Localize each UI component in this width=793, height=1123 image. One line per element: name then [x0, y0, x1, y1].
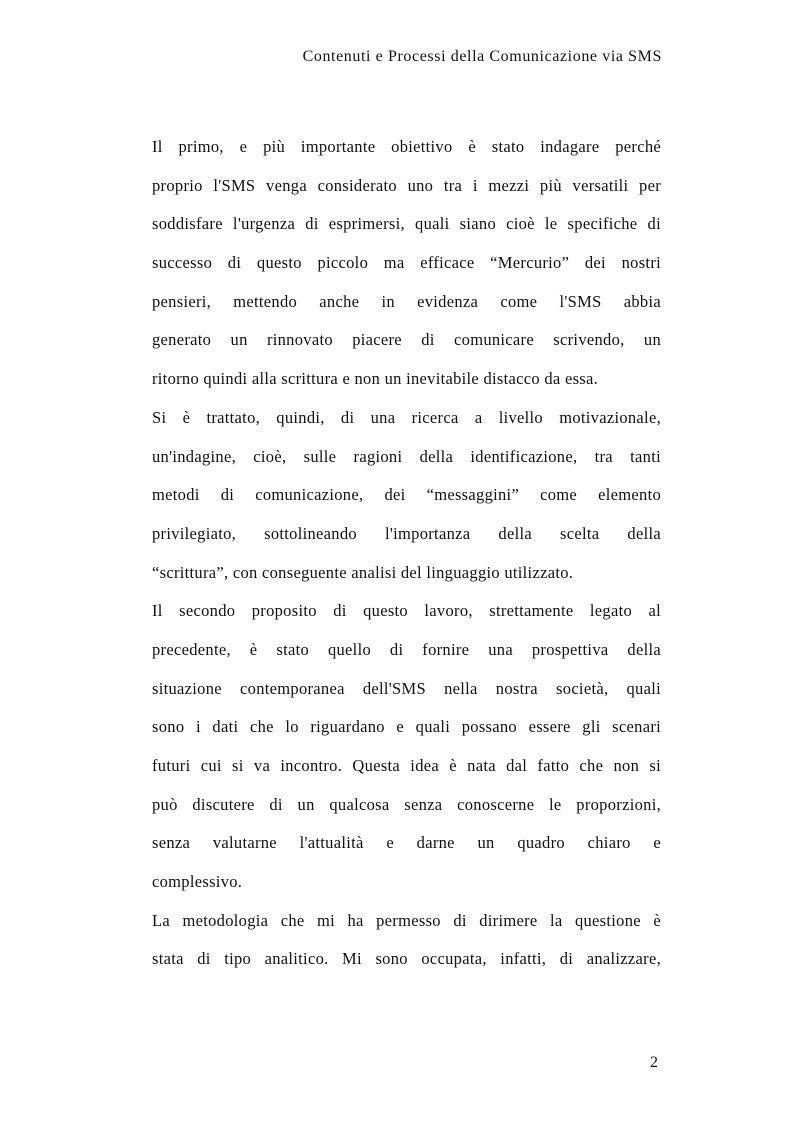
text-line: metodi di comunicazione, dei “messaggini” come elemento [152, 485, 661, 505]
text-line: può discutere di un qualcosa senza conoscerne le proporzioni, [152, 794, 661, 814]
text-line: ritorno quindi alla scrittura e non un inevitabile distacco da essa. [152, 369, 599, 389]
text-line: complessivo. [152, 872, 243, 892]
text-line: stata di tipo analitico. Mi sono occupata, infatti, di analizzare, [152, 949, 661, 969]
text-line: un'indagine, cioè, sulle ragioni della identificazione, tra tanti [152, 446, 661, 466]
page-number: 2 [650, 1054, 658, 1071]
text-line: privilegiato, sottolineando l'importanza della scelta della [152, 523, 661, 543]
text-line: generato un rinnovato piacere di comunicare scrivendo, un [152, 330, 661, 350]
running-header: Contenuti e Processi della Comunicazione via SMS [302, 48, 662, 65]
text-line: Si è trattato, quindi, di una ricerca a livello motivazionale, [152, 407, 661, 427]
text-line: sono i dati che lo riguardano e quali possano essere gli scenari [152, 717, 661, 737]
text-line: Il primo, e più importante obiettivo è stato indagare perché [152, 137, 661, 156]
body-text [152, 128, 661, 979]
text-line: soddisfare l'urgenza di esprimersi, quali siano cioè le specifiche di [152, 214, 661, 234]
text-line: Il secondo proposito di questo lavoro, strettamente legato al [152, 601, 661, 621]
text-line: futuri cui si va incontro. Questa idea è nata dal fatto che non si [152, 756, 661, 775]
text-line: situazione contemporanea dell'SMS nella nostra società, quali [152, 678, 661, 698]
text-line: pensieri, mettendo anche in evidenza come l'SMS abbia [152, 291, 661, 311]
text-line: precedente, è stato quello di fornire una prospettiva della [152, 639, 661, 659]
text-line: successo di questo piccolo ma efficace “Mercurio” dei nostri [152, 253, 661, 273]
text-line: proprio l'SMS venga considerato uno tra i mezzi più versatili per [152, 175, 661, 195]
text-line: senza valutarne l'attualità e darne un quadro chiaro e [152, 833, 661, 853]
text-line: “scrittura”, con conseguente analisi del linguaggio utilizzato. [152, 562, 574, 582]
text-line: La metodologia che mi ha permesso di dirimere la questione è [152, 910, 661, 930]
